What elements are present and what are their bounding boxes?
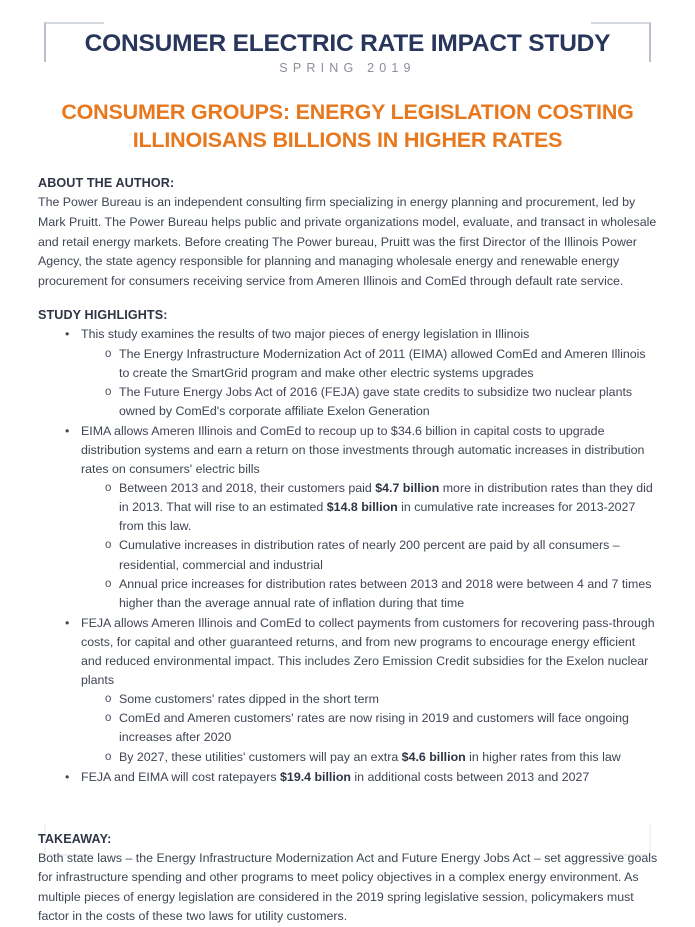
highlight-bullet bbox=[36, 422, 659, 613]
highlight-bullet-text: EIMA allows Ameren Illinois and ComEd to recoup up to $34.6 billion in capital costs to upgrade distribution systems and earn a return on those investments through automatic increases in distribution rates on consumers' electric bills bbox=[81, 423, 645, 477]
highlight-sub-bullet bbox=[81, 748, 659, 767]
highlight-sub-bullet-text: Cumulative increases in distribution rates of nearly 200 percent are paid by all consumers – residential, commercial and industrial bbox=[119, 538, 620, 572]
bullet-marker-icon: • bbox=[65, 769, 70, 784]
highlight-bullet bbox=[36, 768, 659, 787]
bullet-marker-icon: • bbox=[65, 615, 70, 630]
emphasized-amount: $19.4 billion bbox=[280, 769, 351, 784]
highlight-sub-bullet-text: The Energy Infrastructure Modernization Act of 2011 (EIMA) allowed ComEd and Ameren Illinois to create the SmartGrid program and make other electric systems upgrades bbox=[119, 346, 646, 380]
takeaway-heading: TAKEAWAY: bbox=[38, 831, 112, 846]
emphasized-amount: $4.6 billion bbox=[401, 749, 466, 764]
about-author-paragraph: The Power Bureau is an independent consulting firm specializing in energy planning and procurement, led by Mark Pruitt. The Power Bureau helps public and private organizations model, evaluate, and transact in wholesale and retail energy markets. Before creating The Power bureau, Pruitt was the first Director of the Illinois Power Agency, the state agency responsible for planning and managing wholesale energy and renewable energy procurement for consumers receiving service from Ameren Illinois and ComEd through default rate service. bbox=[38, 195, 657, 288]
sub-bullet-marker-icon: o bbox=[105, 693, 112, 706]
emphasized-amount: $14.8 billion bbox=[326, 500, 398, 515]
document-title: CONSUMER ELECTRIC RATE IMPACT STUDY bbox=[84, 30, 611, 57]
highlight-sub-bullet bbox=[81, 536, 659, 574]
highlight-sub-bullet bbox=[81, 479, 659, 536]
highlight-sub-bullet bbox=[81, 345, 659, 383]
sub-bullet-marker-icon: o bbox=[105, 577, 112, 590]
study-highlights-list bbox=[36, 325, 659, 786]
sub-bullet-marker-icon: o bbox=[105, 385, 112, 398]
bullet-marker-icon: • bbox=[65, 327, 70, 342]
highlight-sub-bullet-text: Between 2013 and 2018, their customers paid $4.7 billion more in distribution rates than they did in 2013. That will rise to an estimated $14.8 billion in cumulative rate increases for 2013-2027 from this law. bbox=[119, 481, 653, 534]
highlight-sub-bullet bbox=[81, 575, 659, 613]
sub-bullet-marker-icon: o bbox=[105, 750, 112, 763]
sub-bullet-marker-icon: o bbox=[105, 347, 112, 360]
highlight-sub-list bbox=[81, 479, 659, 613]
document-subtitle: SPRING 2019 bbox=[279, 61, 416, 76]
takeaway-paragraph: Both state laws – the Energy Infrastructure Modernization Act and Future Energy Jobs Act – set aggressive goals for infrastructure spending and other programs to meet policy objectives in a complex energy environment. As multiple pieces of energy legislation are considered in the 2019 spring legislative session, policymakers must factor in the costs of these two laws for utility customers. bbox=[38, 850, 658, 924]
highlight-sub-bullet-text: The Future Energy Jobs Act of 2016 (FEJA) gave state credits to subsidize two nuclear plants owned by ComEd's corporate affiliate Exelon Generation bbox=[119, 384, 633, 418]
highlight-sub-list bbox=[81, 690, 659, 766]
bullet-marker-icon: • bbox=[65, 423, 70, 438]
highlight-sub-bullet bbox=[81, 709, 659, 747]
highlight-sub-bullet-text: Some customers' rates dipped in the short term bbox=[119, 692, 379, 707]
highlight-bullet bbox=[36, 614, 659, 767]
highlight-sub-bullet-text: ComEd and Ameren customers' rates are now rising in 2019 and customers will face ongoing increases after 2020 bbox=[119, 711, 629, 745]
sub-bullet-marker-icon: o bbox=[105, 482, 112, 495]
highlight-sub-bullet-text: By 2027, these utilities' customers will pay an extra $4.6 billion in higher rates from this law bbox=[119, 749, 621, 764]
highlight-bullet-text: This study examines the results of two major pieces of energy legislation in Illinois bbox=[81, 327, 530, 342]
highlight-bullet-text: FEJA and EIMA will cost ratepayers $19.4 billion in additional costs between 2013 and 2027 bbox=[81, 769, 590, 784]
highlight-sub-bullet bbox=[81, 690, 659, 709]
sub-bullet-marker-icon: o bbox=[105, 539, 112, 552]
highlight-bullet-text: FEJA allows Ameren Illinois and ComEd to collect payments from customers for recovering pass-through costs, for capital and other guaranteed returns, and from new programs to encourage energy efficient and reduced environmental impact. This includes Zero Emission Credit subsidies for the Exelon nuclear plants bbox=[81, 615, 655, 688]
about-author-heading: ABOUT THE AUTHOR: bbox=[38, 176, 175, 191]
sub-bullet-marker-icon: o bbox=[105, 712, 112, 725]
emphasized-amount: $4.7 billion bbox=[375, 481, 440, 496]
highlight-bullet bbox=[36, 325, 659, 420]
highlight-sub-bullet bbox=[81, 383, 659, 421]
document-headline: CONSUMER GROUPS: ENERGY LEGISLATION COSTING ILLINOISANS BILLIONS IN HIGHER RATES bbox=[61, 100, 634, 152]
highlight-sub-list bbox=[81, 345, 659, 421]
study-highlights-heading: STUDY HIGHLIGHTS: bbox=[38, 308, 168, 323]
highlight-sub-bullet-text: Annual price increases for distribution rates between 2013 and 2018 were between 4 and 7 times higher than the average annual rate of inflation during that time bbox=[119, 576, 652, 610]
